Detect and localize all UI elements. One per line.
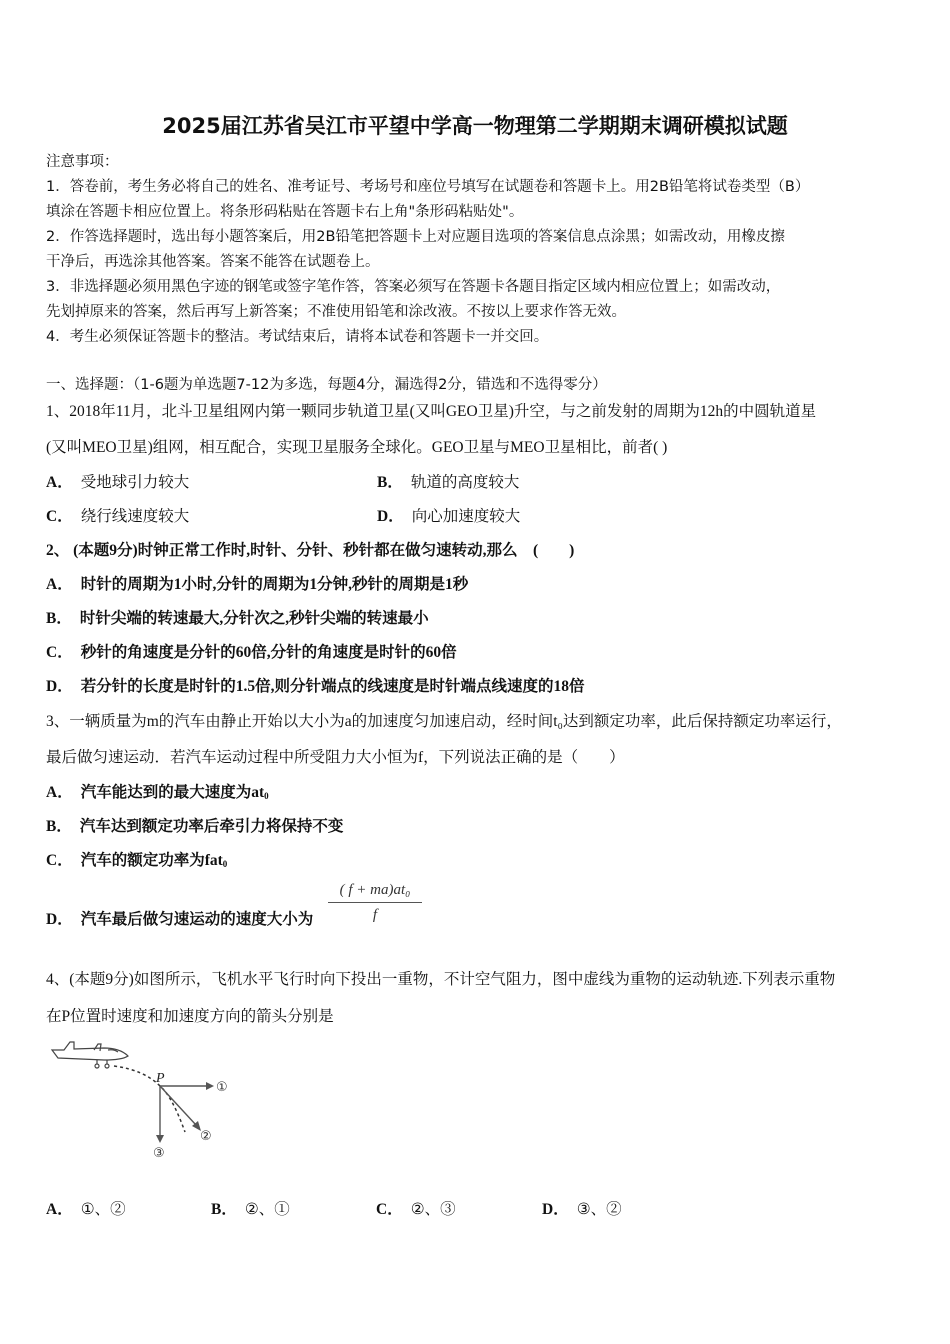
option-label: A．	[46, 784, 73, 801]
q1-option-c[interactable]	[46, 507, 189, 527]
option-text: ①、②	[80, 1201, 126, 1218]
q4-stem-line-1: 4、(本题9分)如图所示，飞机水平飞行时向下投出一重物，不计空气阻力，图中虚线为重物的运动轨迹.下列表示重物	[46, 971, 836, 988]
q4-option-b[interactable]	[211, 1200, 290, 1220]
option-label: A．	[46, 1201, 73, 1218]
subscript: 0	[222, 859, 228, 869]
option-text: 汽车最后做匀速运动的速度大小为	[80, 911, 314, 928]
q1-stem-line-2: (又叫MEO卫星)组网，相互配合，实现卫星服务全球化。GEO卫星与MEO卫星相比，前者( )	[46, 439, 668, 456]
option-label: C．	[46, 852, 73, 869]
option-text: 若分针的长度是时针的1.5倍,则分针端点的线速度是时针端点线速度的18倍	[80, 678, 585, 695]
q3-stem-line-1: 3、一辆质量为m的汽车由静止开始以大小为a的加速度匀加速启动，经时间t₀达到额定功率，此后保持额定功率运行，	[46, 713, 842, 730]
option-label: B．	[211, 1201, 237, 1218]
option-text: 轨道的高度较大	[410, 474, 520, 491]
arrow-down-icon	[156, 1135, 164, 1143]
q2-stem: 2、 (本题9分)时钟正常工作时,时针、分针、秒针都在做匀速转动,那么 ( )	[46, 542, 575, 559]
option-label: B．	[46, 818, 72, 835]
option-label: A．	[46, 474, 73, 491]
option-label: B．	[377, 474, 403, 491]
option-label: C．	[46, 508, 73, 525]
section-heading: 一、选择题：（1-6题为单选题7-12为多选，每题4分，漏选得2分，错选和不选得零分）	[46, 377, 607, 393]
notice-heading: 注意事项：	[46, 154, 119, 170]
q3-stem-line-2: 最后做匀速运动．若汽车运动过程中所受阻力大小恒为f，下列说法正确的是（ ）	[46, 749, 625, 766]
q1-option-b[interactable]	[377, 473, 519, 493]
option-text: 向心加速度较大	[411, 508, 521, 525]
option-math: fat	[204, 852, 223, 869]
formula-denominator: f	[372, 907, 378, 923]
option-label: C．	[376, 1201, 403, 1218]
arrow-3-label: ③	[153, 1146, 165, 1161]
q3-option-a[interactable]	[46, 783, 269, 806]
arrow-right-icon	[206, 1082, 214, 1090]
option-text: 时针尖端的转速最大,分针次之,秒针尖端的转速最小	[79, 610, 429, 627]
option-text: 绕行线速度较大	[80, 508, 190, 525]
page-title: 2025届江苏省吴江市平望中学高一物理第二学期期末调研模拟试题	[162, 114, 788, 138]
trajectory-path	[114, 1066, 185, 1132]
q1-stem-line-1: 1、2018年11月，北斗卫星组网内第一颗同步轨道卫星(又叫GEO卫星)升空，与之前发射的周期为12h的中圆轨道星	[46, 403, 817, 420]
notice-line-2: 填涂在答题卡相应位置上。将条形码粘贴在答题卡右上角"条形码粘贴处"。	[46, 204, 524, 220]
q4-figure-airplane-trajectory	[44, 1036, 244, 1171]
q1-option-d[interactable]	[377, 507, 520, 527]
option-label: C．	[46, 644, 73, 661]
q2-option-a[interactable]	[46, 575, 468, 595]
notice-line-7: 4．考生必须保证答题卡的整洁。考试结束后，请将本试卷和答题卡一并交回。	[46, 329, 549, 345]
option-math: at	[251, 784, 265, 801]
airplane-icon	[52, 1042, 128, 1068]
notice-line-3: 2．作答选择题时，选出每小题答案后，用2B铅笔把答题卡上对应题目选项的答案信息点涂黑；如需改动，用橡皮擦	[46, 229, 785, 245]
option-text: ②、③	[410, 1201, 456, 1218]
formula-numerator: ( f + ma)at₀	[328, 882, 422, 903]
notice-line-5: 3．非选择题必须用黑色字迹的钢笔或签字笔作答，答案必须写在答题卡各题目指定区域内相应位置上；如需改动，	[46, 279, 781, 295]
notice-line-4: 干净后，再选涂其他答案。答案不能答在试题卷上。	[46, 254, 380, 270]
option-text: ③、②	[576, 1201, 622, 1218]
option-label: B．	[46, 610, 72, 627]
option-text: 汽车的额定功率为	[80, 852, 205, 869]
q3-option-c[interactable]	[46, 851, 227, 874]
trajectory-diagram	[44, 1036, 244, 1171]
option-text: 受地球引力较大	[80, 474, 190, 491]
q4-option-d[interactable]	[542, 1200, 622, 1220]
option-label: D．	[542, 1201, 569, 1218]
option-text: 秒针的角速度是分针的60倍,分针的角速度是时针的60倍	[80, 644, 457, 661]
option-label: D．	[46, 678, 73, 695]
q3-option-d-formula	[328, 882, 422, 924]
q3-option-b[interactable]	[46, 817, 343, 837]
notice-line-1: 1．答卷前，考生务必将自己的姓名、准考证号、考场号和座位号填写在试题卷和答题卡上。用2B铅笔将试卷类型（B）	[46, 179, 810, 195]
point-p-label: P	[156, 1071, 165, 1086]
q2-option-c[interactable]	[46, 643, 457, 663]
q1-option-a[interactable]	[46, 473, 189, 493]
q2-option-b[interactable]	[46, 609, 429, 629]
option-label: D．	[377, 508, 404, 525]
notice-line-6: 先划掉原来的答案，然后再写上新答案；不准使用铅笔和涂改液。不按以上要求作答无效。	[46, 304, 626, 320]
option-label: A．	[46, 576, 73, 593]
arrow-1-label: ①	[216, 1080, 228, 1095]
q4-stem-line-2: 在P位置时速度和加速度方向的箭头分别是	[46, 1008, 334, 1025]
option-text: 汽车能达到的最大速度为	[80, 784, 252, 801]
option-text: ②、①	[244, 1201, 290, 1218]
option-text: 时针的周期为1小时,分针的周期为1分钟,秒针的周期是1秒	[80, 576, 469, 593]
q4-option-c[interactable]	[376, 1200, 456, 1220]
option-text: 汽车达到额定功率后牵引力将保持不变	[79, 818, 344, 835]
q4-option-a[interactable]	[46, 1200, 126, 1220]
arrow-2-label: ②	[200, 1129, 212, 1144]
q2-option-d[interactable]	[46, 677, 584, 697]
subscript: 0	[264, 791, 269, 801]
option-label: D．	[46, 911, 73, 928]
q3-option-d[interactable]	[46, 910, 313, 930]
